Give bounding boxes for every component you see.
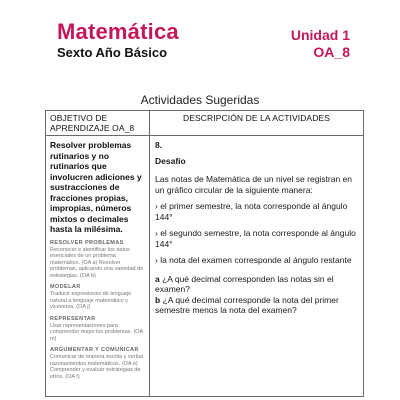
skill-representar: REPRESENTAR Usar representaciones para comprender mejor los problemas. (OA m) [50,315,143,342]
list-item: › el segundo semestre, la nota corresponde al ángulo 144° [155,228,356,249]
activity-number: 8. [155,140,163,150]
question-letter: a [155,273,160,284]
unit-label: Unidad 1 [290,27,350,43]
list-item: › el primer semestre, la nota corresponde al ángulo 144° [155,201,348,222]
table-row [46,136,364,397]
activities-table [45,110,364,397]
question-a [150,274,363,295]
table-header-row [46,111,364,136]
subject-title: Matemática [57,19,179,44]
question-b [150,295,363,316]
activity-heading: Desafío [155,156,186,166]
skill-argumentar-comunicar: ARGUMENTAR Y COMUNICAR Comunicar de manera escrita y verbal razonamientos matemáticos. (OA e) Comprender y evaluar estrategias de otros. (OA f) [50,347,143,380]
objective-column-header: OBJETIVO DE APRENDIZAJE OA_8 [46,111,150,136]
list-item: › la nota del examen corresponde al ángulo restante [155,255,352,265]
objective-cell [46,136,150,397]
description-column-header: DESCRIPCIÓN DE LA ACTIVIDADES [150,111,364,136]
description-cell [150,136,364,397]
question-text: ¿A qué decimal corresponde la nota del primer semestre menos la nota del examen? [155,294,339,315]
objective-text: Resolver problemas rutinarios y no rutinarios que involucren adiciones y sustracciones de fracciones propias, impropias, números mixtos o decimales hasta la milésima. [50,140,142,234]
objective-code: OA_8 [313,44,350,60]
page-header [0,0,400,70]
question-text: ¿A qué decimal corresponden las notas sin el examen? [155,273,334,294]
section-title: Actividades Sugeridas [140,93,260,107]
question-letter: b [155,294,161,305]
skill-resolver-problemas: RESOLVER PROBLEMAS Reconocer e identificar los datos esenciales de un problema matemático. (OA a) Resolver problemas, aplicando una variedad de estrategias. (OA b) [50,239,144,279]
activity-intro: Las notas de Matemática de un nivel se registran en un gráfico circular de la siguiente manera: [155,174,353,195]
grade-subtitle: Sexto Año Básico [57,45,168,60]
skill-modelar: MODELAR Traducir expresiones de lenguaje natural a lenguaje matemático y viceversa. (OA j) [50,284,132,310]
